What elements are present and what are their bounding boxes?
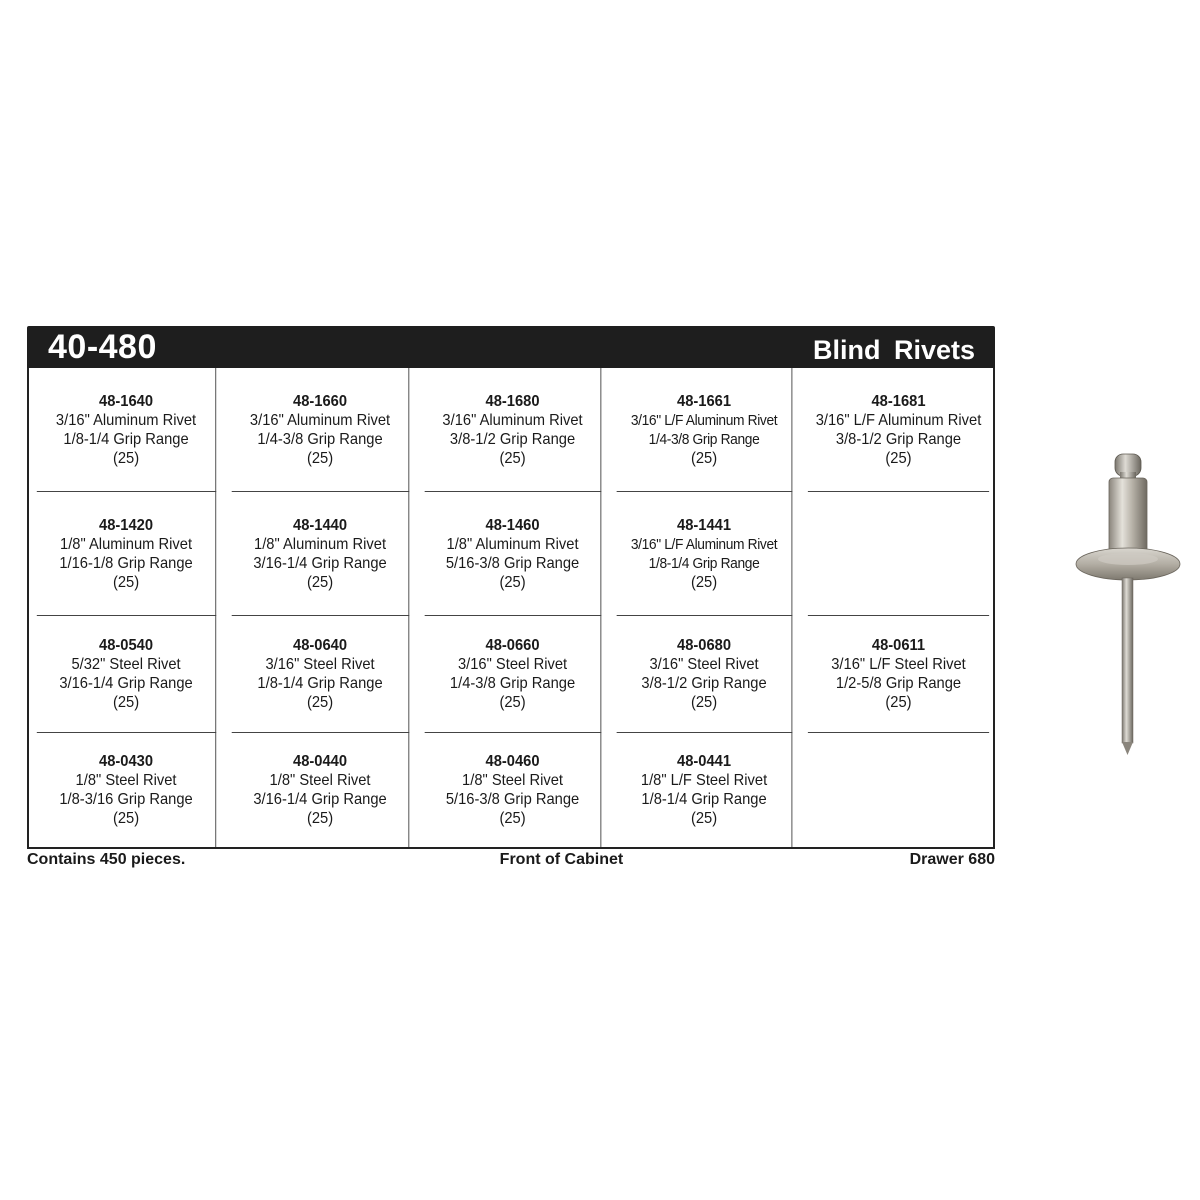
part-description: 1/8" Steel Rivet: [75, 772, 177, 789]
quantity: (25): [690, 573, 718, 591]
drawer-cell-48-0441: [617, 733, 793, 847]
part-description: 3/16" Steel Rivet: [649, 656, 759, 673]
drawer-grid: [27, 368, 995, 849]
assortment-chart: [27, 326, 995, 869]
part-number: 48-0640: [293, 637, 348, 654]
grip-range: 1/8-3/16 Grip Range: [59, 791, 193, 808]
drawer-cell-empty: [808, 492, 989, 616]
drawer-cell-48-1460: [425, 492, 602, 616]
part-description: 3/16" Steel Rivet: [457, 656, 568, 673]
quantity: (25): [306, 449, 334, 467]
part-description: 3/16" L/F Aluminum Rivet: [630, 411, 778, 429]
assortment-title: Blind Rivets: [812, 334, 975, 365]
quantity: (25): [885, 449, 912, 467]
quantity: (25): [690, 694, 718, 711]
drawer-cell-48-1441: [617, 492, 793, 616]
part-number: 48-0611: [871, 637, 926, 654]
part-number: 48-0441: [677, 753, 732, 770]
drawer-cell-48-0640: [232, 616, 410, 733]
part-number: 48-1640: [99, 392, 154, 410]
grip-range: 3/8-1/2 Grip Range: [449, 430, 576, 448]
quantity: (25): [690, 810, 718, 827]
part-description: 3/16" L/F Steel Rivet: [831, 656, 966, 673]
part-description: 3/16" Aluminum Rivet: [249, 411, 391, 429]
part-description: 1/8" Steel Rivet: [269, 772, 371, 789]
part-number: 48-1441: [677, 516, 732, 534]
grip-range: 1/16-1/8 Grip Range: [59, 554, 193, 572]
drawer-cell-48-1680: [425, 368, 602, 492]
part-description: 1/8" Aluminum Rivet: [446, 535, 579, 553]
drawer-cell-48-1440: [232, 492, 410, 616]
assortment-code: 40-480: [48, 328, 157, 366]
grip-range: 3/8-1/2 Grip Range: [641, 675, 767, 692]
drawer-cell-48-0460: [425, 733, 602, 847]
part-description: 3/16" L/F Aluminum Rivet: [630, 535, 778, 553]
quantity: (25): [885, 694, 912, 711]
drawer-cell-empty: [808, 733, 989, 847]
part-number: 48-1680: [485, 392, 540, 410]
part-number: 48-0430: [99, 753, 154, 770]
quantity: (25): [499, 573, 526, 591]
part-description: 1/8" L/F Steel Rivet: [640, 772, 768, 789]
quantity: (25): [306, 810, 334, 827]
quantity: (25): [112, 573, 140, 591]
part-number: 48-1661: [677, 392, 732, 410]
grip-range: 3/16-1/4 Grip Range: [253, 554, 387, 572]
part-number: 48-1681: [871, 392, 926, 410]
grip-range: 3/16-1/4 Grip Range: [253, 791, 387, 808]
chart-header: [27, 326, 995, 368]
drawer-cell-48-0680: [617, 616, 793, 733]
quantity: (25): [306, 573, 334, 591]
quantity: (25): [112, 449, 140, 467]
drawer-cell-48-1640: [37, 368, 216, 492]
part-number: 48-0460: [485, 753, 540, 770]
grip-range: 1/8-1/4 Grip Range: [641, 791, 767, 808]
drawer-cell-48-0611: [808, 616, 989, 733]
part-number: 48-0660: [485, 637, 540, 654]
drawer-number: Drawer 680: [909, 851, 995, 868]
part-number: 48-1440: [293, 516, 348, 534]
quantity: (25): [112, 810, 140, 827]
grip-range: 3/16-1/4 Grip Range: [59, 675, 193, 692]
grip-range: 1/4-3/8 Grip Range: [449, 675, 576, 692]
grip-range: 1/8-1/4 Grip Range: [648, 554, 760, 572]
quantity: (25): [690, 449, 718, 467]
part-description: 1/8" Aluminum Rivet: [254, 535, 387, 553]
quantity: (25): [306, 694, 334, 711]
part-number: 48-1460: [485, 516, 540, 534]
part-description: 1/8" Aluminum Rivet: [60, 535, 193, 553]
drawer-cell-48-0430: [37, 733, 216, 847]
drawer-cell-48-0660: [425, 616, 602, 733]
part-number: 48-1420: [99, 516, 154, 534]
drawer-cell-48-1420: [37, 492, 216, 616]
drawer-cell-48-0440: [232, 733, 410, 847]
grip-range: 5/16-3/8 Grip Range: [445, 791, 580, 808]
part-description: 3/16" Aluminum Rivet: [55, 411, 197, 429]
quantity: (25): [499, 449, 526, 467]
part-description: 3/16" Aluminum Rivet: [442, 411, 583, 429]
grip-range: 5/16-3/8 Grip Range: [445, 554, 580, 572]
drawer-cell-48-0540: [37, 616, 216, 733]
part-number: 48-0680: [677, 637, 732, 654]
part-number: 48-1660: [293, 392, 348, 410]
grip-range: 3/8-1/2 Grip Range: [835, 430, 962, 448]
part-description: 3/16" Steel Rivet: [265, 656, 375, 673]
cabinet-position: Front of Cabinet: [499, 851, 624, 868]
part-description: 1/8" Steel Rivet: [462, 772, 564, 789]
chart-footer: [27, 851, 995, 869]
grip-range: 1/4-3/8 Grip Range: [257, 430, 383, 448]
grip-range: 1/2-5/8 Grip Range: [835, 675, 962, 692]
quantity: (25): [499, 694, 526, 711]
quantity: (25): [112, 694, 140, 711]
piece-count: Contains 450 pieces.: [27, 851, 186, 868]
part-number: 48-0540: [99, 637, 154, 654]
drawer-cell-48-1661: [617, 368, 793, 492]
part-description: 5/32" Steel Rivet: [71, 656, 181, 673]
drawer-cell-48-1681: [808, 368, 989, 492]
quantity: (25): [499, 810, 526, 827]
part-description: 3/16" L/F Aluminum Rivet: [815, 411, 982, 429]
blind-rivet-icon: [1072, 452, 1184, 757]
drawer-cell-48-1660: [232, 368, 410, 492]
grip-range: 1/8-1/4 Grip Range: [63, 430, 189, 448]
grip-range: 1/4-3/8 Grip Range: [648, 430, 760, 448]
part-number: 48-0440: [293, 753, 348, 770]
grip-range: 1/8-1/4 Grip Range: [257, 675, 383, 692]
